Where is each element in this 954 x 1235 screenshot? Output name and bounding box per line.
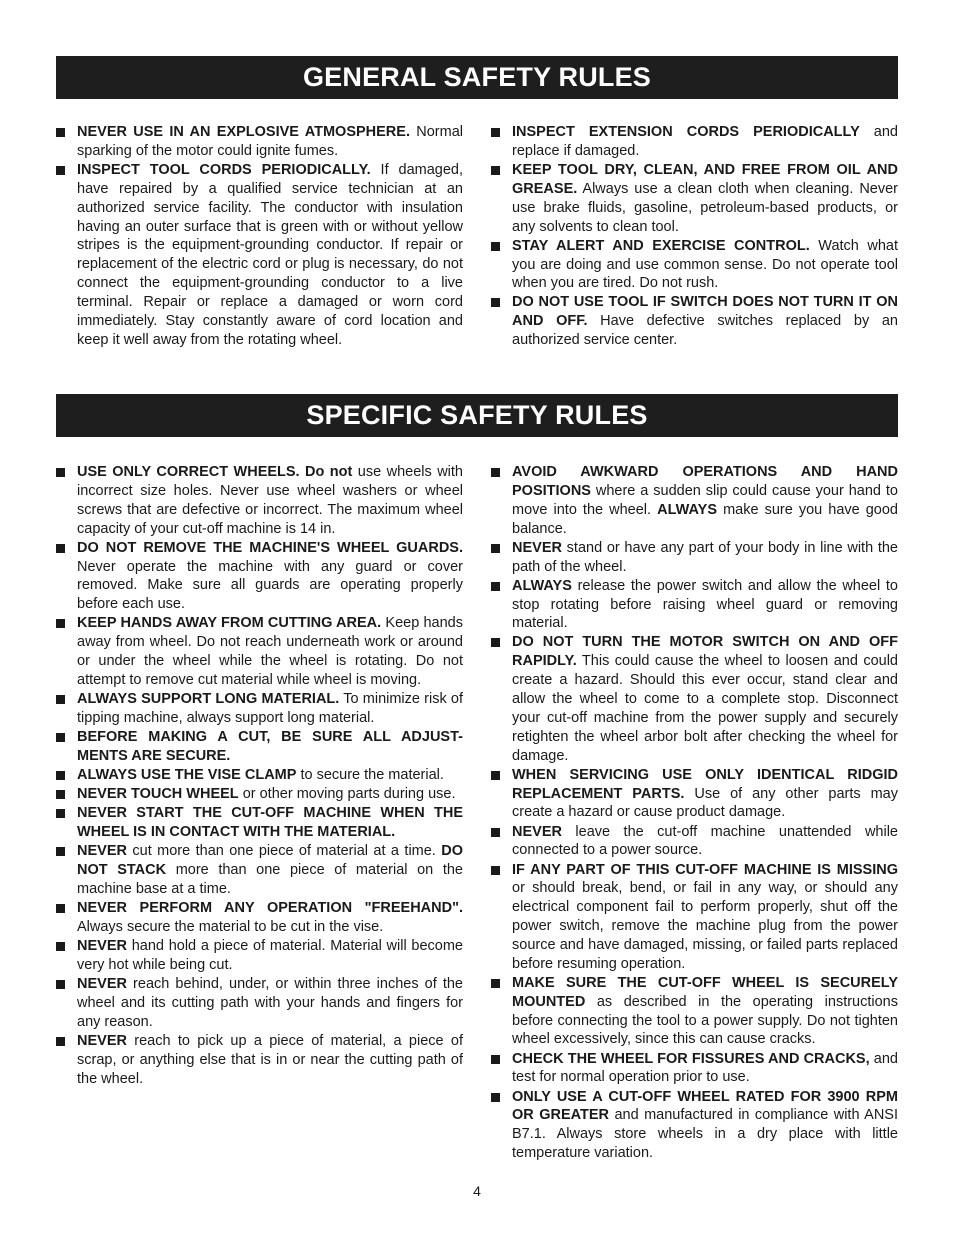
rule-text: and manufactured in compliance with ANSI B7.1. Always store wheels in a dry place with little temperature variation. (512, 1107, 898, 1162)
rule-emphasis: NEVER (77, 843, 127, 860)
rule-item (491, 161, 898, 236)
general-rules-left-column (56, 123, 463, 350)
rule-item (56, 161, 463, 349)
rule-emphasis: DO NOT USE TOOL IF SWITCH DOES NOT TURN IT ON AND OFF. (512, 294, 898, 330)
square-bullet-icon (491, 128, 500, 137)
square-bullet-icon (491, 828, 500, 837)
rule-text: Use of any other parts may create a hazard or cause product damage. (512, 785, 898, 821)
rule-emphasis: DO NOT STACK (77, 843, 463, 879)
rule-item (491, 633, 898, 765)
rule-emphasis: NEVER (77, 938, 127, 955)
rule-text: If damaged, have repaired by a qualified service technician at an authorized service facility. The conductor with insulation having an outer surface that is green with or without yellow stripes is the equipment-grounding conductor. If repair or replacement of the electric cord or plug is necessary, do not connect the equipment-grounding conductor to a live terminal. Repair or replace a damaged or worn cord immediately. Stay constantly aware of cord location and keep it well away from the rotating wheel. (77, 161, 463, 348)
rule-text: make sure you have good balance. (512, 501, 898, 537)
rule-item (491, 539, 898, 577)
rule-emphasis: NEVER (77, 1032, 127, 1049)
square-bullet-icon (56, 695, 65, 704)
rule-item (56, 937, 463, 975)
rule-text: or should break, bend, or fail in any way, or should any electrical component fail to perform properly, shut off the power switch, remove the machine plug from the power source and have damaged, missing, or failed parts replaced before resuming operation. (512, 880, 898, 972)
rule-emphasis: CHECK THE WHEEL FOR FISSURES AND CRACKS, (512, 1050, 870, 1067)
rule-emphasis: NEVER START THE CUT-OFF MACHINE WHEN THE WHEEL IS IN CONTACT WITH THE MATERIAL. (77, 805, 463, 841)
square-bullet-icon (491, 771, 500, 780)
rule-text: where a sudden slip could cause your hand to move into the wheel. (512, 482, 898, 518)
rule-item (56, 123, 463, 161)
rule-text: hand hold a piece of material. Material will become very hot while being cut. (77, 938, 463, 973)
rule-text: Always secure the material to be cut in the vise. (77, 918, 384, 935)
square-bullet-icon (56, 771, 65, 780)
square-bullet-icon (56, 128, 65, 137)
rule-emphasis: NEVER (512, 823, 562, 840)
square-bullet-icon (491, 166, 500, 175)
rule-text: more than one piece of material on the machine base at a time. (77, 862, 463, 897)
rule-text: To minimize risk of tipping machine, always support long material. (77, 691, 463, 726)
rule-item (491, 237, 898, 294)
rule-emphasis: WHEN SERVICING USE ONLY IDENTICAL RIDGID REPLACEMENT PARTS. (512, 766, 898, 802)
rule-text: cut more than one piece of material at a time. (126, 843, 442, 860)
rule-text: Normal sparking of the motor could ignite fumes. (77, 124, 463, 159)
rule-item (491, 823, 898, 861)
rule-emphasis: ALWAYS SUPPORT LONG MATERIAL. (77, 691, 340, 708)
rule-item (491, 1088, 898, 1163)
square-bullet-icon (56, 847, 65, 856)
rule-text: Keep hands away from wheel. Do not reach underneath work or around or under the wheel while the wheel is rotating. Do not attempt to remove cut material while wheel is moving. (77, 615, 463, 688)
rule-item (56, 614, 463, 689)
rule-emphasis: USE ONLY CORRECT WHEELS. Do not (77, 464, 353, 480)
rule-item (56, 899, 463, 937)
rule-item (56, 766, 463, 785)
rule-emphasis: IF ANY PART OF THIS CUT-OFF MACHINE IS MISSING (512, 861, 898, 878)
rule-emphasis: ALWAYS USE THE VISE CLAMP (77, 766, 297, 783)
square-bullet-icon (491, 866, 500, 875)
square-bullet-icon (491, 544, 500, 553)
rule-text: reach to pick up a piece of material, a piece of scrap, or anything else that is in or near the cutting path of the wheel. (77, 1032, 463, 1087)
rule-text: Have defective switches replaced by an authorized service center. (512, 313, 898, 349)
rule-item (56, 539, 463, 614)
rule-item (56, 785, 463, 804)
rule-text: stand or have any part of your body in line with the path of the wheel. (512, 539, 898, 575)
rule-item (56, 1032, 463, 1089)
rule-text: leave the cut-off machine unattended while connected to a power source. (512, 823, 898, 859)
rule-item (491, 293, 898, 350)
rule-item (491, 463, 898, 538)
rule-text: as described in the operating instructions before connecting the tool to a power supply. Do not tighten wheel excessively, since this can cause cracks. (512, 993, 898, 1048)
rule-text: release the power switch and allow the wheel to stop rotating before raising wheel guard or removing material. (512, 577, 898, 632)
specific-rules-left-column (56, 463, 463, 1089)
square-bullet-icon (56, 544, 65, 553)
square-bullet-icon (491, 298, 500, 307)
rule-text: or other moving parts during use. (238, 786, 456, 803)
rule-text: and test for normal operation prior to use. (512, 1050, 898, 1086)
square-bullet-icon (491, 468, 500, 477)
rule-item (491, 1050, 898, 1088)
square-bullet-icon (491, 979, 500, 988)
rule-emphasis: KEEP HANDS AWAY FROM CUTTING AREA. (77, 615, 382, 632)
rule-item (491, 766, 898, 823)
rule-text: This could cause the wheel to loosen and could create a hazard. Should this ever occur, stand clear and allow the wheel to come to a complete stop. Disconnect your cut-off machine from the power supply and securely retighten the wheel arbor bolt after checking the wheel for damage. (512, 653, 898, 764)
specific-rules-right-column (491, 463, 898, 1163)
rule-text: and replace if damaged. (512, 124, 898, 159)
rule-emphasis: DO NOT TURN THE MOTOR SWITCH ON AND OFF RAPIDLY. (512, 634, 898, 670)
rule-emphasis: ONLY USE A CUT-OFF WHEEL RATED FOR 3900 RPM OR GREATER (512, 1088, 898, 1124)
rule-item (56, 804, 463, 842)
general-rules-right-column (491, 123, 898, 350)
rule-emphasis: ALWAYS (657, 501, 718, 518)
rule-emphasis: BEFORE MAKING A CUT, BE SURE ALL ADJUST-MENTS ARE SECURE. (77, 729, 463, 764)
rule-item (491, 123, 898, 161)
rule-item (491, 974, 898, 1049)
rule-emphasis: INSPECT TOOL CORDS PERIODICALLY. (77, 161, 371, 178)
square-bullet-icon (56, 166, 65, 175)
square-bullet-icon (491, 1055, 500, 1064)
rule-item (56, 842, 463, 899)
rule-text: Watch what you are doing and use common sense. Do not operate tool when you are tired. Do not rush. (512, 237, 898, 292)
page-number: 4 (473, 1183, 481, 1199)
rule-text: reach behind, under, or within three inches of the wheel and its cutting path with your hands and fingers for any reason. (77, 976, 463, 1030)
square-bullet-icon (56, 980, 65, 989)
square-bullet-icon (56, 790, 65, 799)
rule-emphasis: ALWAYS (512, 577, 572, 594)
rule-emphasis: NEVER USE IN AN EXPLOSIVE ATMOSPHERE. (77, 124, 410, 140)
rule-emphasis: NEVER (77, 976, 127, 993)
rule-emphasis: MAKE SURE THE CUT-OFF WHEEL IS SECURELY MOUNTED (512, 974, 898, 1010)
rule-item (491, 577, 898, 634)
square-bullet-icon (56, 468, 65, 477)
square-bullet-icon (56, 942, 65, 951)
rule-item (491, 861, 898, 974)
rule-text: to secure the material. (296, 766, 444, 783)
rule-emphasis: NEVER PERFORM ANY OPERATION "FREEHAND". (77, 900, 463, 917)
specific-safety-rules-heading: SPECIFIC SAFETY RULES (56, 394, 898, 437)
rule-emphasis: INSPECT EXTENSION CORDS PERIODICALLY (512, 124, 860, 140)
square-bullet-icon (56, 904, 65, 913)
rule-emphasis: NEVER (512, 539, 562, 556)
rule-text: Always use a clean cloth when cleaning. Never use brake fluids, gasoline, petroleum-based products, or any solvents to clean tool. (512, 180, 898, 235)
square-bullet-icon (491, 242, 500, 251)
rule-text: use wheels with incorrect size holes. Never use wheel washers or wheel screws that are defective or incorrect. The maximum wheel capacity of your cut-off machine is 14 in. (77, 464, 463, 537)
rule-item (56, 463, 463, 538)
rule-item (56, 728, 463, 766)
square-bullet-icon (56, 619, 65, 628)
square-bullet-icon (491, 1093, 500, 1102)
square-bullet-icon (491, 582, 500, 591)
rule-item (56, 690, 463, 728)
square-bullet-icon (56, 809, 65, 818)
rule-item (56, 975, 463, 1032)
rule-emphasis: NEVER TOUCH WHEEL (77, 786, 239, 803)
square-bullet-icon (491, 638, 500, 647)
rule-emphasis: AVOID AWKWARD OPERATIONS AND HAND POSITIONS (512, 464, 898, 499)
square-bullet-icon (56, 1037, 65, 1046)
rule-text: Never operate the machine with any guard or cover removed. Make sure all guards are operating properly before each use. (77, 558, 463, 613)
rule-emphasis: STAY ALERT AND EXERCISE CONTROL. (512, 237, 810, 254)
rule-emphasis: DO NOT REMOVE THE MACHINE'S WHEEL GUARDS. (77, 539, 463, 556)
square-bullet-icon (56, 733, 65, 742)
general-safety-rules-heading: GENERAL SAFETY RULES (56, 56, 898, 99)
rule-emphasis: KEEP TOOL DRY, CLEAN, AND FREE FROM OIL AND GREASE. (512, 161, 898, 197)
